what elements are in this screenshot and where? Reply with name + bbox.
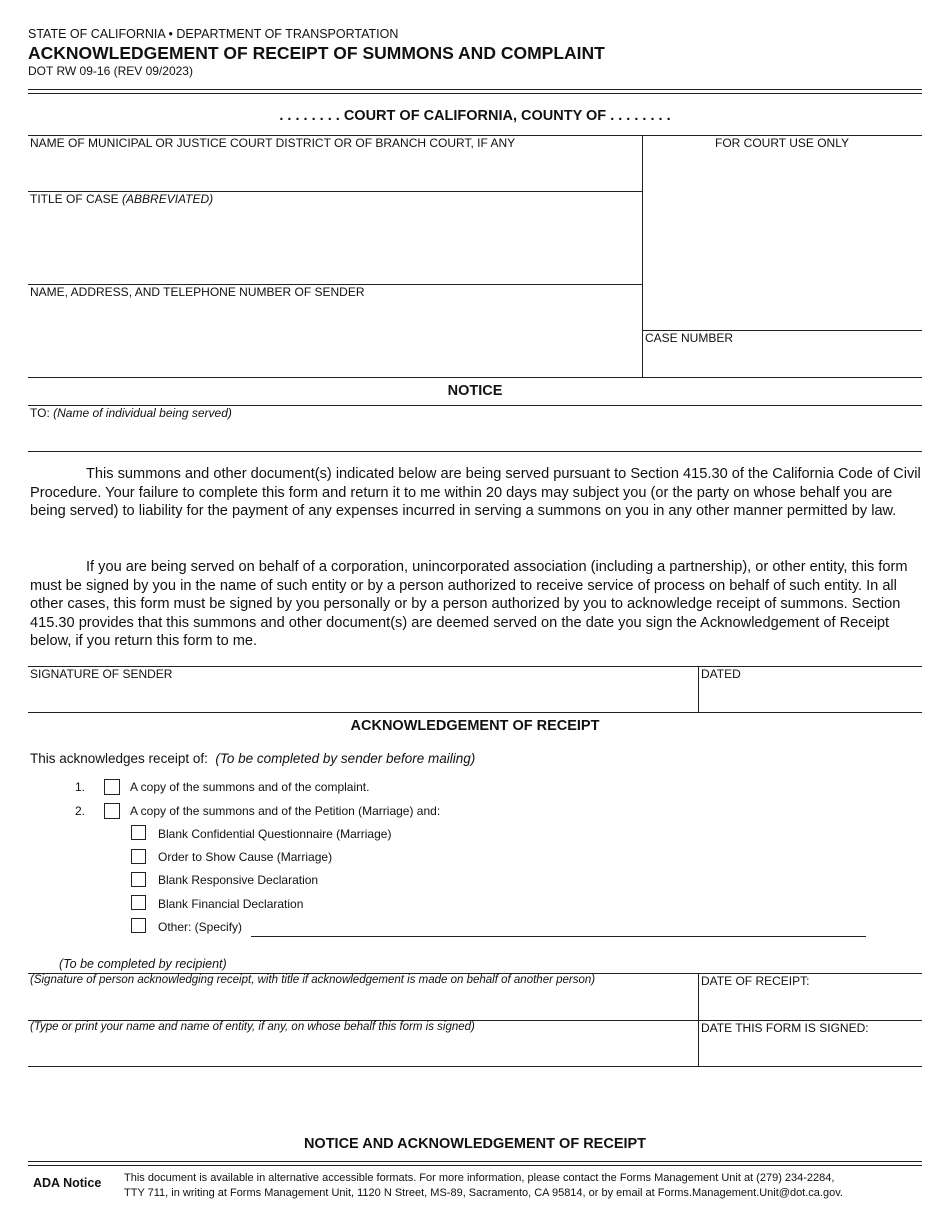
recipient-signature-note: (Signature of person acknowledging receipt, with title if acknowledgement is made on behalf of another person) — [30, 974, 596, 986]
dated-label: DATED — [701, 667, 741, 681]
ada-line-1: This document is available in alternative accessible formats. For more information, please contact the Forms Management Unit at (279) 234-2284, — [124, 1172, 835, 1184]
signature-sender-field[interactable] — [28, 681, 696, 711]
form-number: DOT RW 09-16 (REV 09/2023) — [28, 64, 193, 78]
recipient-signature-field[interactable] — [28, 988, 696, 1019]
title-of-case-label — [30, 192, 213, 206]
notice-paragraph-2 — [30, 558, 922, 651]
date-signed-label: DATE THIS FORM IS SIGNED: — [701, 1021, 869, 1035]
item1-label: A copy of the summons and of the complaint. — [130, 780, 370, 794]
footer-heading: NOTICE AND ACKNOWLEDGEMENT OF RECEIPT — [303, 1136, 647, 1152]
dated-field[interactable] — [700, 681, 920, 711]
header-rule-2 — [28, 93, 922, 94]
rule-to-bottom — [28, 451, 922, 452]
form-title: ACKNOWLEDGEMENT OF RECEIPT OF SUMMONS AND COMPLAINT — [28, 43, 605, 63]
notice-paragraph-1 — [30, 465, 922, 521]
acknowledgement-intro-text: This acknowledges receipt of: — [30, 751, 208, 766]
sub-item-checkbox-order[interactable] — [131, 849, 146, 864]
sub-item-label-order: Order to Show Cause (Marriage) — [158, 850, 333, 864]
footer-rule-1 — [28, 1161, 922, 1162]
agency-line: STATE OF CALIFORNIA • DEPARTMENT OF TRANSPORTATION — [28, 27, 399, 41]
item1-checkbox[interactable] — [104, 779, 120, 795]
sub-item-checkbox-other[interactable] — [131, 918, 146, 933]
sub-item-checkbox-questionnaire[interactable] — [131, 825, 146, 840]
court-district-label: NAME OF MUNICIPAL OR JUSTICE COURT DISTRICT OR OF BRANCH COURT, IF ANY — [30, 136, 516, 150]
sender-field[interactable] — [28, 299, 640, 375]
sub-item-checkbox-financial[interactable] — [131, 895, 146, 910]
footer-rule-2 — [28, 1165, 922, 1166]
recipient-note: (To be completed by recipient) — [59, 957, 227, 971]
court-district-field[interactable] — [28, 150, 640, 190]
title-of-case-text: TITLE OF CASE — [30, 192, 119, 206]
ada-label: ADA Notice — [33, 1176, 102, 1190]
item2-number: 2. — [75, 804, 86, 818]
date-of-receipt-field[interactable] — [700, 988, 920, 1019]
title-of-case-field[interactable] — [28, 206, 640, 282]
sub-item-label-responsive: Blank Responsive Declaration — [158, 873, 319, 887]
sub-item-label-financial: Blank Financial Declaration — [158, 897, 304, 911]
court-heading: . . . . . . . . COURT OF CALIFORNIA, COUNTY OF . . . . . . . . — [279, 108, 671, 124]
sub-item-label-questionnaire: Blank Confidential Questionnaire (Marriage) — [158, 827, 392, 841]
acknowledgement-heading: ACKNOWLEDGEMENT OF RECEIPT — [350, 718, 600, 734]
to-label — [30, 406, 232, 420]
item2-checkbox[interactable] — [104, 803, 120, 819]
case-number-field[interactable] — [644, 345, 920, 375]
recipient-name-field[interactable] — [28, 1035, 696, 1065]
rule-signature-bottom — [28, 712, 922, 713]
to-text: TO: — [30, 406, 50, 420]
case-number-label: CASE NUMBER — [645, 331, 734, 345]
other-specify-line[interactable] — [251, 936, 866, 937]
notice-heading: NOTICE — [447, 383, 503, 399]
title-of-case-note: (ABBREVIATED) — [122, 192, 214, 206]
sub-item-checkbox-responsive[interactable] — [131, 872, 146, 887]
acknowledgement-intro-note: (To be completed by sender before mailing) — [215, 751, 476, 766]
rule-recipient-bottom — [28, 1066, 922, 1067]
date-of-receipt-label: DATE OF RECEIPT: — [701, 974, 810, 988]
signature-divider — [698, 666, 699, 712]
rule-notice-top — [28, 377, 922, 378]
item2-label: A copy of the summons and of the Petition (Marriage) and: — [130, 804, 441, 818]
recipient-name-note: (Type or print your name and name of entity, if any, on whose behalf this form is signed) — [30, 1021, 475, 1033]
acknowledgement-intro — [30, 751, 475, 766]
item1-number: 1. — [75, 780, 86, 794]
court-divider — [642, 135, 643, 377]
signature-sender-label: SIGNATURE OF SENDER — [30, 667, 173, 681]
date-signed-field[interactable] — [700, 1035, 920, 1065]
sender-label: NAME, ADDRESS, AND TELEPHONE NUMBER OF SENDER — [30, 285, 365, 299]
to-field[interactable] — [28, 420, 922, 450]
to-note: (Name of individual being served) — [53, 406, 232, 420]
court-use-label: FOR COURT USE ONLY — [714, 136, 850, 150]
header-rule-1 — [28, 89, 922, 90]
notice-paragraph-2-text: If you are being served on behalf of a corporation, unincorporated association (including a partnership), or other entity, this form must be signed by you in the name of such entity or by a person authorized to receive service of process on behalf of such entity. In all other cases, this form must be signed by you personally or by a person authorized by you to acknowledge receipt of summons. Section 415.30 provides that this summons and other document(s) are deemed served on the date you sign the Acknowledgement of Receipt below, if you return this form to me. — [30, 559, 908, 649]
sub-item-label-other: Other: (Specify) — [158, 920, 243, 934]
ada-line-2: TTY 711, in writing at Forms Management Unit, 1120 N Street, MS-89, Sacramento, CA 95814, or by email at Forms.Management.Unit@dot.ca.gov. — [124, 1187, 843, 1199]
notice-paragraph-1-text: This summons and other document(s) indicated below are being served pursuant to Section 415.30 of the California Code of Civil Procedure. Your failure to complete this form and return it to me within 20 days may subject you (or the party on whose behalf you are being served) to liability for the payment of any expenses incurred in serving a summons on you in any other manner permitted by law. — [30, 466, 921, 519]
